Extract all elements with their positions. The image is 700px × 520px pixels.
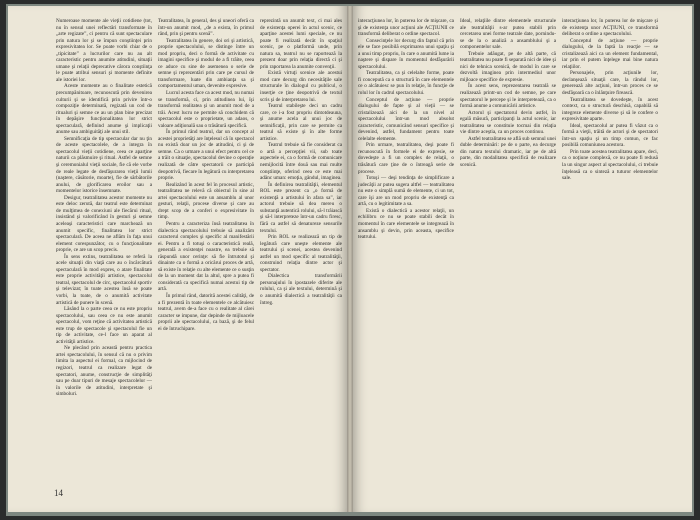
paragraph: Numeroase momente ale vieţii cotidiene (tot, nu în sensul unei reflectări transformate în „arte regizate”, ci pentru că sunt spectaculare prin natura lor şi se împun conştiinţei prin expresivitatea lor. Se poate vorbi chiar de o „tipicitate” a lucrurilor care nu au alt caracteristic pentru anumite atitudini, situaţii umane şi relaţii deprecative cărora conştiinţa le poate atribui sensuri şi momente definite ale istoriei lor. xyxy=(56,18,152,83)
paragraph: În primul rând teatrul, dar un concept al acestei proprietăţi are înţelesul că în spectacol nu există doar un joc de atitudini, ci şi de semne. Ca o urmare a unui efect pentru cel ce a trăit o situaţie, spectacolul devine o operaţie realizată de către spectatorii ce participă deopotrivă, fiecare în legătură cu interpretarea proprie. xyxy=(158,129,254,182)
paragraph: Realizând în acest fel în procesul artistic, teatralitatea ne relevă că obiectul în sine al artei spectacolului este un ansamblu al unor gesturi, relaţii, procese diverse şi care au drept scop de a conferi o expresivitate în timp. xyxy=(158,181,254,221)
paragraph: interacţiunea lor, în puterea lor de mişcare, ca şi de existenţa unor acţiuni ale ACŢIUNII ce transformă deliberat o ordine spectacol. xyxy=(358,18,454,38)
paragraph: Conceptul de acţiune — proprie dialogului de fapte şi al vieţii — se cristalizează aici de la un nivel al spectacolului într-un mod absolut caracteristic, comunicând sensuri specifice şi devenind, astfel, fundament pentru toate celelalte elemente. xyxy=(358,96,454,142)
paragraph: Există virtuţi scenice ale acestui mod care decurg din necesităţile sale structurale în dialogul cu publicul, o inserţie ce ţine deopotrivă de textul scris şi de interpretarea lui. xyxy=(260,70,342,103)
paragraph: Pentru a caracteriza însă teatralitatea în dialectica spectacolului trebuie să analizăm caracterul complex şi specific al manifestării ei. Pentru a fi totuşi o caracteristică reală, generală a existenţei noastre, ea trebuie să răspundă unor cerinţe: să fie întrutotul şi dinainte ca o formă a oricărui proces de artă, să existe în relaţie cu alte elemente ce o susţin de la un moment dat la altul, spre a putea fi considerată ca specifică numai acestui tip de artă. xyxy=(158,220,254,293)
paragraph: Teatralitatea în genere, doi ori şi artistică, proprie spectacolului, se distinge între un mod propriu, deci o formă de activitate cu imagini specifice şi modul de a fi trăite, ceea ce aduce cu sine de asemenea o serie de semne şi reprezentări prin care pe cursul de transformare, luate din ambianţa sa şi comportamentul uman, devenite expresive. xyxy=(158,37,254,90)
paragraph: În acest sens, reprezentarea teatrală se realizează printr-un cod de semne, pe care spectatorul le percepe şi le interpretează, ca o formă anume a comunicării artistice. xyxy=(460,83,556,110)
paragraph: Consecinţele lor decurg din faptul că prin ele se face posibilă exprimarea unui spaţiu şi a unui timp propriu, în care o anumită lume ia naştere şi dispare în momentul desfăşurării spectacolului. xyxy=(358,37,454,70)
paragraph: Astfel teatralitatea se află sub semnul unei duble determinări: pe de o parte, ea decurge din natura textului dramatic, iar pe de altă parte, din modalitatea specifică de realizare scenică. xyxy=(460,135,556,169)
paragraph: Aceste momente au o finalitate estetică precumpănitoare, recunoscută prin devenirea culturii şi se identifică prin privire într-o compoziţie determinată, regizată un cod de ritualuri şi semne ce au un plan bine precizat în depăşire funcţionalitatea lor strict spectaculară, definind anume şi implicaţii anume sau ambiguităţi ale unui stil. xyxy=(56,83,152,136)
paragraph: Desigur, teatralitatea acestor momente nu este deloc zerută, dar teatrul este determinat de mulţimea de conexiuni ale fiecărui ritual, insistând şi valorificând în gesturi şi semne aceleaşi caracteristici care marchează un anumit specific, finalitatea lor strict spectaculară. De aceea ne aflăm în faţa unui element corespunzător, cu o funcţionalitate proprie, ce are un scop precis. xyxy=(56,194,152,254)
right-column-2 xyxy=(460,18,556,169)
paragraph: Ne plecând prin această pentru practica artei spectacolului, în sensul că nu o privim limita la aspectul ei formal, ca mijlocind de regizori, teatrul ca realizare legat de spectatori, anume, construcţie de simplităţi sau pe doar tipuri de mesaje spectacolelor — în valorile de atitudini, interpretate şi simboluri. xyxy=(56,345,152,398)
page-number: 14 xyxy=(54,488,63,498)
paragraph: Lăsând la o parte ceea ce nu este propriu spectacolului, sau ceea ce nu este anumit spectacolul, vom reţine că activitatea artistică este trup de spectacole şi spectacolul fie un tip de activitate, ce-l face un aparat al activităţii artistice. xyxy=(56,306,152,345)
paragraph: Lucrul acesta face ca acest mod, nu numai se transformă, ci, prin atitudinea lui, îşi transformă realitatea şi un anumit mod de a trăi. Acest lucru ne permite să conchidem că spectacolul este o proprietate, un adaos, o valoare adiţională sau o trăsătură specifică. xyxy=(158,90,254,129)
right-page xyxy=(353,6,692,512)
paragraph: Există o dialectică a acestor relaţii, un echilibru ce nu se poate stabili decât în momentul în care elementele se integrează în ansamblu şi devin, prin aceasta, specifice teatrului. xyxy=(358,207,454,241)
paragraph: Teatrul trebuie să fie considerat ca o artă a percepţiei vii, sub toate aspectele ei, ca o formă de comunicare nemijlocită între două sau mai multe conştiinţe, oferind ceea ce este mai adânc uman: emoţia, gândul, imaginea. xyxy=(260,142,342,182)
left-page xyxy=(8,6,347,512)
paragraph: Semnificaţia de tip spectacular dar nu ţin de aceste spectacolele, de a integra în spectacolul vieţii cotidiene, ceea ce aparţine naturii ca plăsmuire şi ritual. Astfel de semne şi ceremonialul vieţii sociale, fie că ele vorbe de reale legate de desfăşurarea vieţii lumii (naştere, căsătorie, moarte), fie de sărbătorile anului, de glorificarea eroilor sau a momentelor istorice însemnate. xyxy=(56,135,152,195)
paragraph: Totuşi — deşi tendinţa de simplificare a judecăţii ar putea sugera altfel — teatralitatea nu este o simplă sumă de elemente, ci un tot, care îşi are un mod propriu de existenţă ca artă, cu o legitimitate a sa. xyxy=(358,175,454,208)
paragraph: Dialectica transformării personajului în ipostazele diferite ale rolului, ca şi ale textului, determină şi o anumită dialectică a teatralităţii ca întreg. xyxy=(260,273,342,306)
paragraph: Conceptul de acţiune — proprie dialogului, de la faptă la reacţie — se cristalizează aici ca un element fundamental, iar prin el putem înţelege mai bine natura relaţiilor. xyxy=(562,37,658,70)
paragraph: Teatralitatea, ca şi celelalte forme, poate fi concepută ca o structură în care elementele ce o alcătuiesc se pun în relaţie, în funcţie de rolul lor în cadrul spectacolului. xyxy=(358,70,454,97)
right-column-1 xyxy=(358,18,454,241)
paragraph: În sens extins, teatralitatea se referă la acele situaţii din viaţă care au o încărcătură spectaculară în mod expres, o atare finalitate este proprie activităţii artistice, spectacolul teatral, spectacolul de circ, spectacolul sportiv şi televizat; în toate acestea însă se poate vorbi, la toate, de o anumită activitate artistică de punere în scenă. xyxy=(56,253,152,306)
book-spread xyxy=(6,4,694,516)
paragraph: În primul rând, datorită acestei calităţi, de a fi prezentă în toate elementele ce alcătuiesc teatrul, avem de-a face cu o realitate al cărei caracter se impune, dar depinde de mijloacele proprii ale spectacolului, ca bază, şi de felul ei de întruchipare. xyxy=(158,292,254,332)
left-column-2 xyxy=(158,18,254,332)
paragraph: Prin ROL se realizează un tip de legătură care uneşte elemente ale teatrului şi scenei, acestea devenind astfel un mod specific al teatralităţii, construind relaţia dintre actor şi spectator. xyxy=(260,234,342,273)
paragraph: În definirea teatralităţii, elementul ROL este prezent ca „o formă de existenţă a artistului în afara sa”, iar actorul trebuie să dea mereu o substanţă autentică rolului, să-l trăiască şi să-l interpreteze într-un cadru firesc, fără ca astfel să denatureze sensurile textului. xyxy=(260,181,342,234)
left-column-1 xyxy=(56,18,152,398)
paragraph: Prin urmare, teatralitatea, deşi poate fi recunoscută în formele ei de expresie, se dovedeşte a fi un complex de relaţii, o trăsătură care ţine de o întreagă serie de procese. xyxy=(358,142,454,175)
paragraph: Ideal, relaţiile dintre elementele structurale ale teatralităţii s-ar putea stabili prin cercetarea unei forme teatrale date, pornindu-se de la o analiză a ansamblului şi a componentelor sale. xyxy=(460,18,556,51)
left-column-3 xyxy=(260,18,342,306)
right-column-3 xyxy=(562,18,658,182)
paragraph: Teatralitatea se dovedeşte, în acest context, ca o structură deschisă, capabilă să integreze elemente diverse şi să le confere o expresivitate aparte. xyxy=(562,96,658,123)
paragraph: reprezintă un anumit text, ci mai ales de existenţa operei în actul scenic, ce aparţine acestei lumi speciale, ce nu poate fi realizată decât în spaţiul scenic, pe o platformă unde, prin natura sa, teatrul nu se raportează la prezent doar prin relaţia directă ci şi prin raportarea la anumite convenţii. xyxy=(260,18,342,70)
paragraph: Personajele, prin acţiunile lor, declanşează situaţii care, la rândul lor, generează alte acţiuni, într-un proces ce se desfăşoară ca o înlănţuire firească. xyxy=(562,70,658,97)
paragraph: Trebuie adăugat, pe de altă parte, că teatralitatea nu poate fi separată nici de idee şi nici de tehnica scenică, de modul în care se dezvoltă imaginea prin intermediul unor mijloace specifice de expresie. xyxy=(460,50,556,83)
paragraph: Actorul şi spectatorul devin astfel, în egală măsură, participanţi la actul scenic, iar teatralitatea se constituie tocmai din relaţia vie dintre aceştia, ca un proces continuu. xyxy=(460,109,556,136)
paragraph: Ideal, spectacolul ar putea fi văzut ca o formă a vieţii, trăită de actori şi de spectatori într-un spaţiu şi un timp comun, ce fac posibilă comuniunea acestora. xyxy=(562,122,658,149)
paragraph: Teatralitatea, în general, des şi uneori oferă ca într-un anumit mod, „de a exista, în primul rând, prin şi pentru scenă”. xyxy=(158,18,254,38)
paragraph: Teatrul stabileşte deci un cadru care, ce i-a fost propriu dintotdeauna, şi anume acela al unui joc de semnificaţii, prin care se permite ca teatrul să existe şi în alte forme artistice. xyxy=(260,103,342,142)
paragraph: Prin toate acestea teatralitatea apare, deci, ca o noţiune complexă, ce nu poate fi redusă la un singur aspect al spectacolului, ci trebuie înţeleasă ca o sinteză a tuturor elementelor sale. xyxy=(562,148,658,182)
paragraph: interacţiunea lor, în puterea lor de mişcare şi de existenţa unor ACŢIUNI, ce transformă deliberat o ordine a spectacolului. xyxy=(562,18,658,38)
